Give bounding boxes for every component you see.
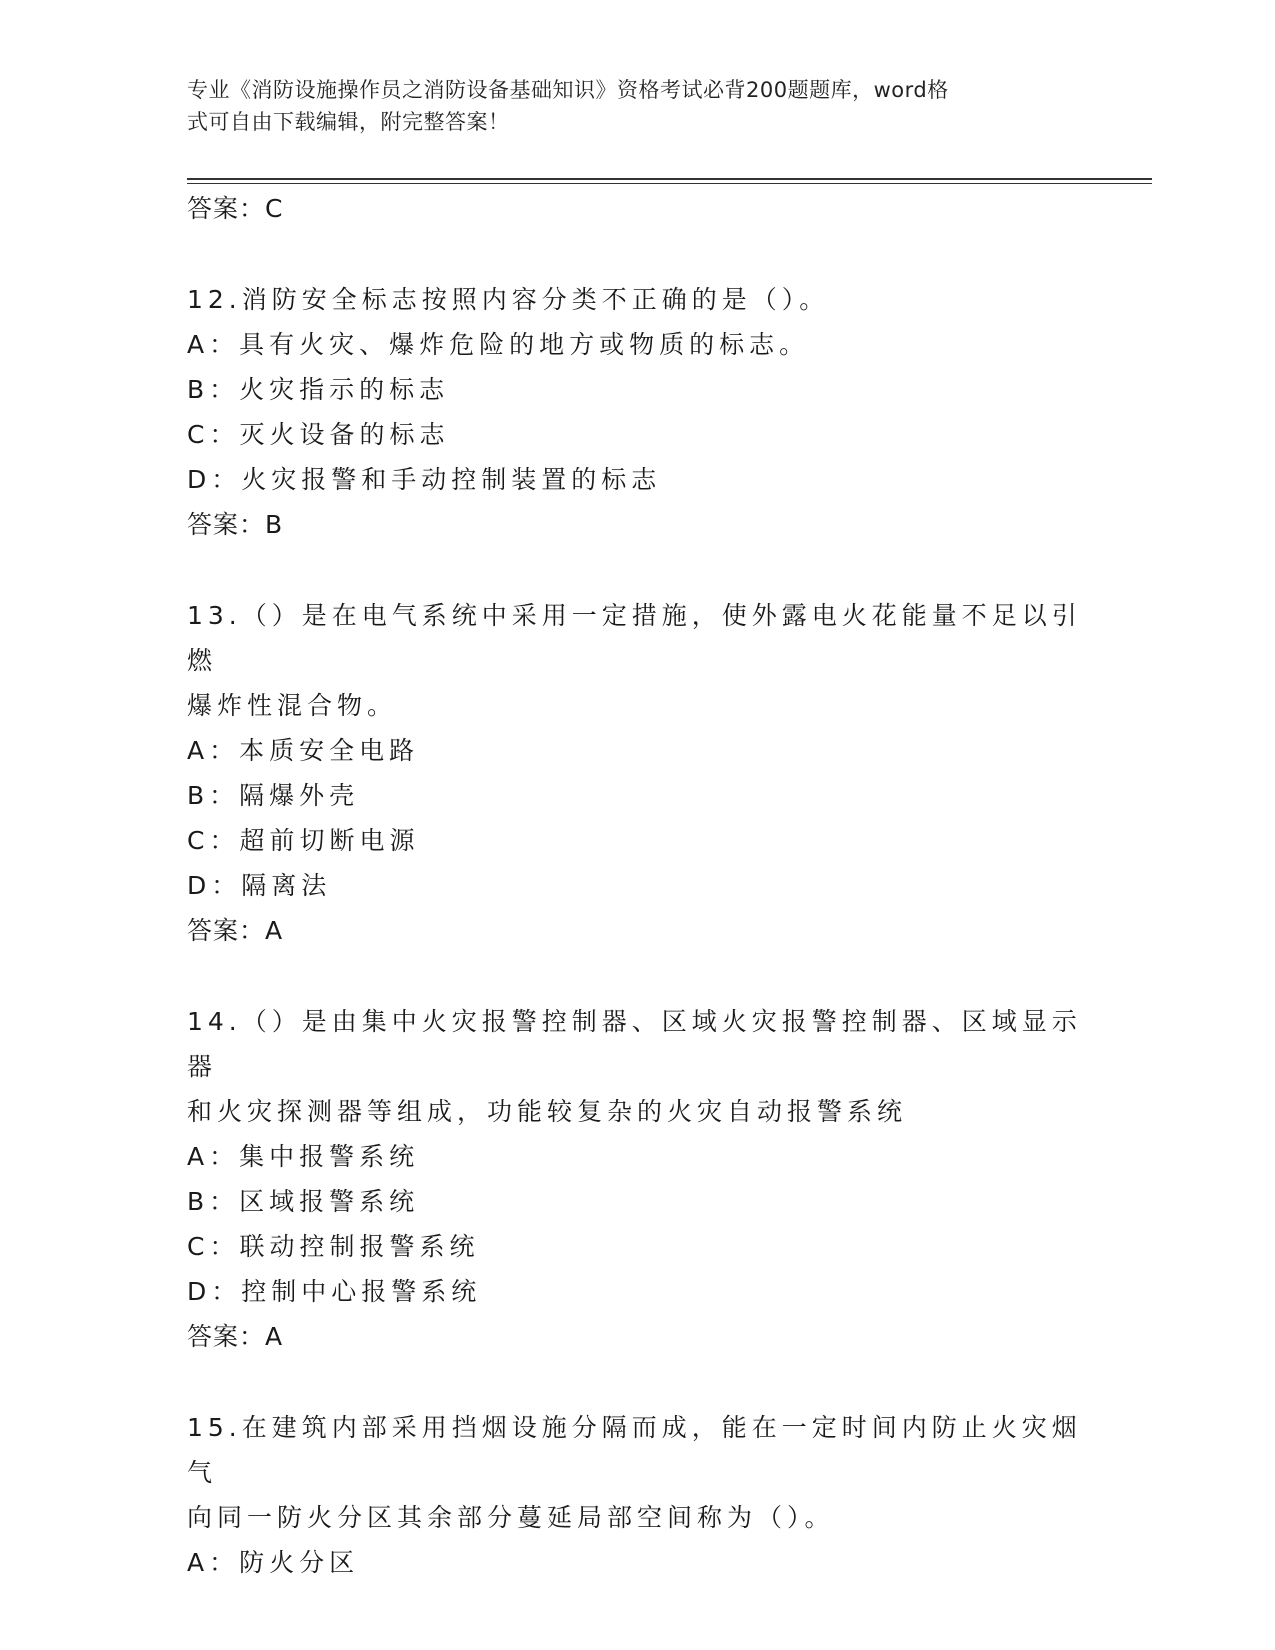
question-14: [187, 999, 1107, 1359]
question-text: 13.（）是在电气系统中采用一定措施，使外露电火花能量不足以引燃: [187, 601, 1082, 675]
option-b: B：区域报警系统: [187, 1187, 420, 1216]
option-c: C：联动控制报警系统: [187, 1232, 480, 1261]
option-c: C：超前切断电源: [187, 826, 420, 855]
answer-line: 答案：A: [187, 1322, 284, 1351]
question-text: 15.在建筑内部采用挡烟设施分隔而成，能在一定时间内防止火灾烟气: [187, 1413, 1082, 1487]
option-d: D：隔离法: [187, 871, 332, 900]
option-c: C：灭火设备的标志: [187, 420, 450, 449]
option-a: A：本质安全电路: [187, 736, 420, 765]
option-a: A：具有火灾、爆炸危险的地方或物质的标志。: [187, 330, 810, 359]
option-b: B：隔爆外壳: [187, 781, 360, 810]
answer-line: 答案：A: [187, 916, 284, 945]
option-b: B：火灾指示的标志: [187, 375, 450, 404]
question-15: [187, 1405, 1107, 1585]
spacer: [187, 953, 1107, 999]
option-d: D：火灾报警和手动控制装置的标志: [187, 465, 662, 494]
question-text-continued: 向同一防火分区其余部分蔓延局部空间称为（）。: [187, 1503, 835, 1532]
question-text-continued: 爆炸性混合物。: [187, 691, 398, 720]
header-divider: [187, 178, 1152, 184]
spacer: [187, 231, 1107, 277]
option-d: D：控制中心报警系统: [187, 1277, 482, 1306]
header-line-1: 专业《消防设施操作员之消防设备基础知识》资格考试必背200题题库，word格: [187, 78, 949, 102]
option-a: A：集中报警系统: [187, 1142, 420, 1171]
spacer: [187, 1359, 1107, 1405]
question-text: 12.消防安全标志按照内容分类不正确的是（）。: [187, 285, 830, 314]
question-12: [187, 277, 1107, 547]
spacer: [187, 547, 1107, 593]
option-a: A：防火分区: [187, 1548, 360, 1577]
answer-line: 答案：C: [187, 194, 284, 223]
header-line-2: 式可自由下载编辑，附完整答案！: [187, 110, 510, 134]
question-text: 14.（）是由集中火灾报警控制器、区域火灾报警控制器、区域显示器: [187, 1007, 1082, 1081]
page-header: [187, 74, 1067, 138]
question-list: [187, 186, 1107, 1585]
question-text-continued: 和火灾探测器等组成，功能较复杂的火灾自动报警系统: [187, 1097, 908, 1126]
answer-line: 答案：B: [187, 510, 284, 539]
question-13: [187, 593, 1107, 953]
